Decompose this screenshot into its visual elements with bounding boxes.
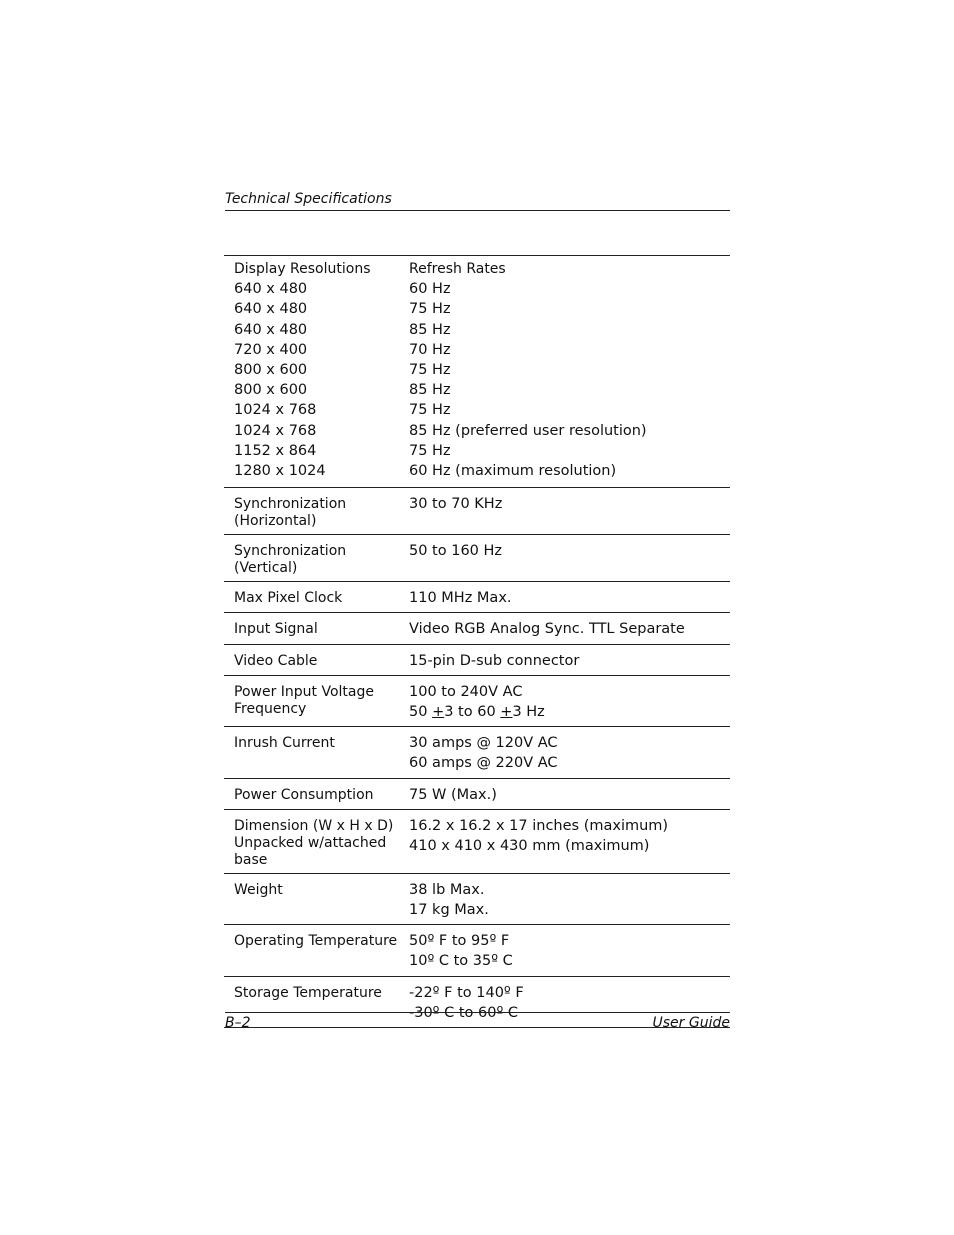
spec-label bbox=[224, 729, 409, 773]
spec-row-power-input bbox=[224, 676, 730, 727]
spec-row-input-signal bbox=[224, 613, 730, 644]
spec-label bbox=[224, 490, 409, 530]
spec-label bbox=[224, 927, 409, 971]
spec-label bbox=[224, 812, 409, 869]
spec-value bbox=[409, 927, 730, 971]
spec-row-inrush-current bbox=[224, 727, 730, 778]
refresh-value: 75 Hz bbox=[409, 442, 451, 459]
spec-label-line: Unpacked w/attached bbox=[234, 834, 387, 851]
resolution-value: 720 x 400 bbox=[234, 341, 308, 358]
refresh-column bbox=[409, 258, 730, 481]
resolution-value: 640 x 480 bbox=[234, 301, 308, 318]
spec-value-line: 75 W (Max.) bbox=[409, 786, 497, 803]
spec-value-line: -22º F to 140º F bbox=[409, 984, 524, 1001]
resolution-row bbox=[224, 256, 730, 488]
plus-minus-sign: + bbox=[432, 704, 445, 721]
refresh-value: 85 Hz (preferred user resolution) bbox=[409, 422, 647, 439]
resolution-value: 640 x 480 bbox=[234, 281, 308, 298]
spec-label bbox=[224, 678, 409, 722]
spec-label-line: (Horizontal) bbox=[234, 513, 317, 530]
spec-label-line: Input Signal bbox=[234, 621, 318, 638]
spec-row-sync-horizontal bbox=[224, 488, 730, 535]
spec-value bbox=[409, 647, 730, 671]
refresh-value: 75 Hz bbox=[409, 362, 451, 379]
spec-value-line: 30 amps @ 120V AC bbox=[409, 735, 558, 752]
spec-row-sync-vertical bbox=[224, 535, 730, 582]
resolution-value: 1024 x 768 bbox=[234, 402, 317, 419]
resolution-value: 800 x 600 bbox=[234, 362, 308, 379]
spec-label-line: Video Cable bbox=[234, 652, 318, 669]
spec-label bbox=[224, 647, 409, 671]
spec-row-dimension bbox=[224, 810, 730, 874]
spec-value-line: 38 lb Max. bbox=[409, 881, 485, 898]
spec-value bbox=[409, 812, 730, 869]
spec-value-line: 50 to 160 Hz bbox=[409, 543, 503, 560]
refresh-value: 60 Hz (maximum resolution) bbox=[409, 463, 617, 480]
refresh-value: 70 Hz bbox=[409, 341, 451, 358]
spec-table bbox=[224, 255, 730, 1028]
refresh-header: Refresh Rates bbox=[409, 261, 506, 277]
spec-label-line: Storage Temperature bbox=[234, 984, 382, 1001]
spec-label bbox=[224, 584, 409, 608]
spec-value bbox=[409, 678, 730, 722]
resolution-value: 800 x 600 bbox=[234, 382, 308, 399]
spec-value-line: 17 kg Max. bbox=[409, 902, 489, 919]
spec-label bbox=[224, 537, 409, 577]
resolution-value: 1024 x 768 bbox=[234, 422, 317, 439]
spec-value-line: 10º C to 35º C bbox=[409, 953, 513, 970]
resolution-value: 1152 x 864 bbox=[234, 442, 317, 459]
spec-value bbox=[409, 537, 730, 577]
spec-label-line: Power Consumption bbox=[234, 786, 374, 803]
spec-value-line: 50º F to 95º F bbox=[409, 933, 510, 950]
spec-value bbox=[409, 615, 730, 639]
spec-value bbox=[409, 781, 730, 805]
spec-label bbox=[224, 615, 409, 639]
spec-label-line: Power Input Voltage bbox=[234, 683, 374, 700]
spec-value-line: Video RGB Analog Sync. TTL Separate bbox=[409, 621, 685, 638]
spec-label-line: Synchronization bbox=[234, 496, 347, 513]
spec-value-line: 110 MHz Max. bbox=[409, 590, 512, 607]
frequency-value bbox=[409, 702, 730, 722]
running-footer bbox=[225, 1012, 730, 1031]
spec-label-line: Max Pixel Clock bbox=[234, 590, 343, 607]
spec-label bbox=[224, 876, 409, 920]
spec-label-line: Synchronization (Vertical) bbox=[234, 543, 347, 577]
spec-row-max-pixel-clock bbox=[224, 582, 730, 613]
spec-value-line: 410 x 410 x 430 mm (maximum) bbox=[409, 838, 650, 855]
refresh-value: 75 Hz bbox=[409, 402, 451, 419]
page-number: B–2 bbox=[225, 1015, 251, 1031]
resolution-value: 640 x 480 bbox=[234, 321, 308, 338]
spec-label bbox=[224, 781, 409, 805]
spec-value-line: 60 amps @ 220V AC bbox=[409, 755, 558, 772]
spec-value-line: -30º C to 60º C bbox=[409, 1004, 519, 1021]
spec-value bbox=[409, 876, 730, 920]
spec-value-line: 15-pin D-sub connector bbox=[409, 652, 580, 669]
spec-value-line: 16.2 x 16.2 x 17 inches (maximum) bbox=[409, 817, 669, 834]
freq-part: 3 Hz bbox=[512, 704, 545, 721]
freq-part: 3 to 60 bbox=[444, 704, 501, 721]
resolution-column bbox=[224, 258, 409, 481]
footer-title: User Guide bbox=[652, 1015, 730, 1031]
spec-label-line: Weight bbox=[234, 881, 283, 898]
refresh-value: 60 Hz bbox=[409, 281, 451, 298]
refresh-value: 85 Hz bbox=[409, 321, 451, 338]
header-title: Technical Specifications bbox=[225, 191, 392, 207]
spec-row-power-consumption bbox=[224, 779, 730, 810]
spec-value bbox=[409, 584, 730, 608]
resolution-value: 1280 x 1024 bbox=[234, 463, 326, 480]
refresh-value: 75 Hz bbox=[409, 301, 451, 318]
spec-label-line: Frequency bbox=[234, 700, 307, 717]
spec-row-operating-temperature bbox=[224, 925, 730, 976]
spec-value bbox=[409, 729, 730, 773]
spec-label-line: Inrush Current bbox=[234, 735, 335, 752]
running-header bbox=[225, 191, 730, 211]
spec-label-line: Operating Temperature bbox=[234, 933, 398, 950]
spec-row-weight bbox=[224, 874, 730, 925]
plus-minus-sign: + bbox=[500, 704, 513, 721]
refresh-value: 85 Hz bbox=[409, 382, 451, 399]
spec-value-line: 30 to 70 KHz bbox=[409, 496, 503, 513]
spec-label-line: base bbox=[234, 851, 268, 868]
freq-part: 50 bbox=[409, 704, 433, 721]
spec-value-line: 100 to 240V AC bbox=[409, 683, 523, 700]
spec-label-line: Dimension (W x H x D) bbox=[234, 817, 394, 834]
spec-value bbox=[409, 490, 730, 530]
resolution-header: Display Resolutions bbox=[234, 261, 371, 277]
spec-row-video-cable bbox=[224, 645, 730, 676]
